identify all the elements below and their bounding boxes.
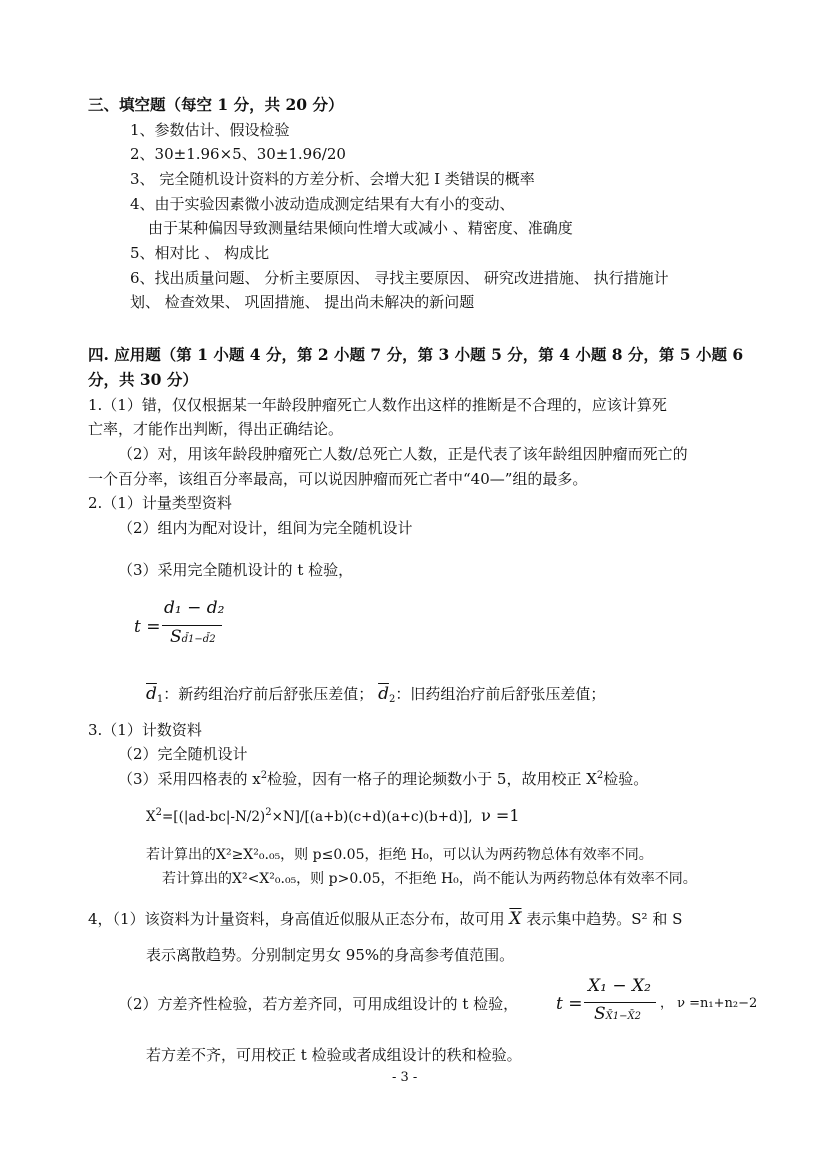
s3-item-1: 1、参数估计、假设检验 xyxy=(130,121,290,139)
q2-formula-fraction-line xyxy=(162,625,222,626)
q4-line-2: 表示离散趋势。分别制定男女 95%的身高参考值范围。 xyxy=(146,946,515,964)
s3-item-5: 5、相对比 、 构成比 xyxy=(130,244,270,262)
q3-formula: $X^2=[(|ad-bc|-N/2)^2\times N]/[(a+b)(c+d)(a+c)(b+d)]$, ν =1 xyxy=(146,806,520,825)
q3-line-2: （2）完全随机设计 xyxy=(118,745,248,763)
q2-definition-line: $\overline{d}_1$：新药组治疗前后舒张压差值； $\overline{d}_2$：旧药组治疗前后舒张压差值； xyxy=(146,684,606,705)
q3-result-1: 若计算出的X²≥X²₀.₀₅，则 p≤0.05，拒绝 H₀，可以认为两药物总体有效率不同。 xyxy=(146,847,653,863)
q1-line-2: 亡率，才能作出判断，得出正确结论。 xyxy=(88,420,344,438)
s3-item-6-cont: 划、 检查效果、 巩固措施、 提出尚未解决的新问题 xyxy=(130,293,475,311)
page-number: - 3 - xyxy=(392,1070,418,1085)
s3-item-4: 4、由于实验因素微小波动造成测定结果有大有小的变动、 xyxy=(130,195,515,213)
section4-heading-2: 分，共 30 分） xyxy=(88,370,198,389)
q2-line-1: 2.（1）计量类型资料 xyxy=(88,494,232,512)
q4-formula-numerator: X₁ − X₂ xyxy=(588,976,651,996)
q4-formula-lhs: t = xyxy=(556,994,583,1014)
q4-line-4: 若方差不齐，可用校正 t 检验或者成组设计的秩和检验。 xyxy=(146,1046,522,1064)
q4-line-1: 4，（1）该资料为计量资料，身高值近似服从正态分布，故可用 $\overline{X}$ 表示集中趋势。S² 和 S xyxy=(88,909,683,929)
q2-formula-denominator: Sd̄1−d̄2 xyxy=(170,627,216,647)
q2-formula-numerator: d₁ − d₂ xyxy=(164,598,225,618)
q4-formula-denominator: SX̄1−X̄2 xyxy=(594,1004,641,1024)
q3-result-2: 若计算出的X²<X²₀.₀₅，则 p>0.05，不拒绝 H₀，尚不能认为两药物总体有效率不同。 xyxy=(162,871,697,887)
q1-line-1: 1.（1）错，仅仅根据某一年龄段肿瘤死亡人数作出这样的推断是不合理的，应该计算死 xyxy=(88,396,667,414)
q3-line-3: （3）采用四格表的 $x^2$检验，因有一格子的理论频数小于 5，故用校正 $X^2$检验。 xyxy=(118,770,649,788)
q4-line-3: （2）方差齐性检验，若方差齐同，可用成组设计的 t 检验， xyxy=(118,995,519,1013)
s3-item-6: 6、找出质量问题、 分析主要原因、 寻找主要原因、 研究改进措施、 执行措施计 xyxy=(130,269,669,287)
q2-formula-lhs: t = xyxy=(134,617,161,637)
q3-line-1: 3.（1）计数资料 xyxy=(88,721,202,739)
s3-item-4-cont: 由于某种偏因导致测量结果倾向性增大或减小 、精密度、准确度 xyxy=(148,219,573,237)
section3-heading: 三、填空题（每空 1 分，共 20 分） xyxy=(88,95,344,114)
q2-line-2: （2）组内为配对设计，组间为完全随机设计 xyxy=(118,519,413,537)
q1-line-3: （2）对，用该年龄段肿瘤死亡人数/总死亡人数，正是代表了该年龄组因肿瘤而死亡的 xyxy=(118,445,688,463)
q2-line-3: （3）采用完全随机设计的 t 检验， xyxy=(118,561,354,579)
q1-line-4: 一个百分率，该组百分率最高，可以说因肿瘤而死亡者中“40—”组的最多。 xyxy=(88,470,588,488)
q4-formula-fraction-line xyxy=(584,1002,656,1003)
s3-item-2: 2、30±1.96×5、30±1.96/20 xyxy=(130,145,346,163)
section4-heading-1: 四. 应用题（第 1 小题 4 分，第 2 小题 7 分，第 3 小题 5 分，第 4 小题 8 分，第 5 小题 6 xyxy=(88,345,744,364)
q4-formula-df: ， ν =n₁+n₂−2 xyxy=(660,996,758,1011)
s3-item-3: 3、 完全随机设计资料的方差分析、会增大犯 I 类错误的概率 xyxy=(130,170,535,188)
